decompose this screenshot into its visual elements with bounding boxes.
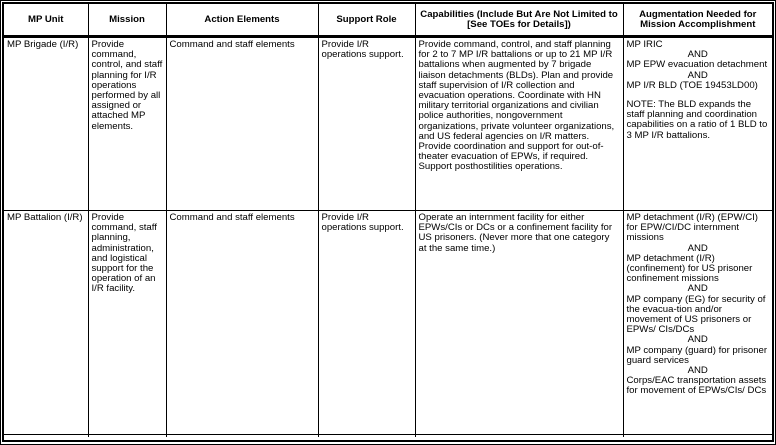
mp-unit-capabilities-table bbox=[4, 4, 772, 437]
cell-capabilities: Operate an internment facility for either EPWs/CIs or DCs or a confinement facility for US prisoners. (Never more that one category at the same time.) bbox=[415, 211, 623, 438]
augmentation-item: MP IRIC bbox=[626, 39, 663, 50]
augmentation-connector: AND bbox=[687, 49, 708, 61]
table-row bbox=[4, 37, 772, 211]
cell-action-elements: Command and staff elements bbox=[166, 211, 318, 438]
header-capabilities: Capabilities (Include But Are Not Limited to [See TOEs for Details]) bbox=[415, 4, 623, 37]
header-action-elements: Action Elements bbox=[166, 4, 318, 37]
cell-capabilities: Provide command, control, and staff planning for 2 to 7 MP I/R battalions or up to 21 MP I/R battalions when augmented by 7 brigade liaison detachments (BLDs). Plan and provide staff supervision of I/R collection and evacuation operations. Coordinate with HN military territorial organizations and civilian police authorities, nongovernment organizations, private volunteer organizations, and US federal agencies on I/R matters. Provide coordination and support for out-of-theater evacuation of EPWs, if required. Support posthostilities operations. bbox=[415, 37, 623, 211]
cell-unit: MP Brigade (I/R) bbox=[4, 37, 88, 211]
augmentation-item: MP EPW evacuation detachment bbox=[626, 59, 768, 71]
augmentation-connector: AND bbox=[687, 69, 708, 81]
table-bottom-rule bbox=[4, 434, 772, 435]
cell-augmentation bbox=[623, 211, 772, 438]
augmentation-item: MP company (EG) for security of the evacua-tion and/or movement of US prisoners or EPWs/ CIs/DCs bbox=[626, 293, 766, 336]
header-mp-unit: MP Unit bbox=[4, 4, 88, 37]
augmentation-item: Corps/EAC transportation assets for movement of EPWs/CIs/ DCs bbox=[626, 375, 767, 397]
header-mission: Mission bbox=[88, 4, 166, 37]
augmentation-note: NOTE: The BLD expands the staff planning and coordination capabilities on a ratio of 1 BLD to 3 MP I/R battalions. bbox=[626, 99, 768, 141]
cell-mission: Provide command, staff planning, administration, and logistical support for the operation of an I/R facility. bbox=[88, 211, 166, 438]
cell-action-elements: Command and staff elements bbox=[166, 37, 318, 211]
augmentation-item: MP detachment (I/R) (confinement) for US prisoner confinement missions bbox=[626, 252, 753, 285]
augmentation-item: MP detachment (I/R) (EPW/CI) for EPW/CI/DC internment missions bbox=[626, 212, 758, 244]
cell-augmentation bbox=[623, 37, 772, 211]
cell-unit: MP Battalion (I/R) bbox=[4, 211, 88, 438]
augmentation-item: MP company (guard) for prisoner guard services bbox=[626, 344, 768, 366]
cell-support-role: Provide I/R operations support. bbox=[318, 211, 415, 438]
augmentation-item: MP I/R BLD (TOE 19453LD00) bbox=[626, 79, 758, 91]
header-row bbox=[4, 4, 772, 37]
augmentation-connector: AND bbox=[687, 365, 708, 377]
table-row bbox=[4, 211, 772, 438]
header-augmentation: Augmentation Needed for Mission Accomplishment bbox=[623, 4, 772, 37]
header-support-role: Support Role bbox=[318, 4, 415, 37]
augmentation-connector: AND bbox=[687, 242, 708, 254]
augmentation-connector: AND bbox=[687, 283, 708, 295]
cell-mission: Provide command, control, and staff planning for I/R operations performed by all assigned or attached MP elements. bbox=[88, 37, 166, 211]
augmentation-connector: AND bbox=[687, 334, 708, 346]
cell-support-role: Provide I/R operations support. bbox=[318, 37, 415, 211]
